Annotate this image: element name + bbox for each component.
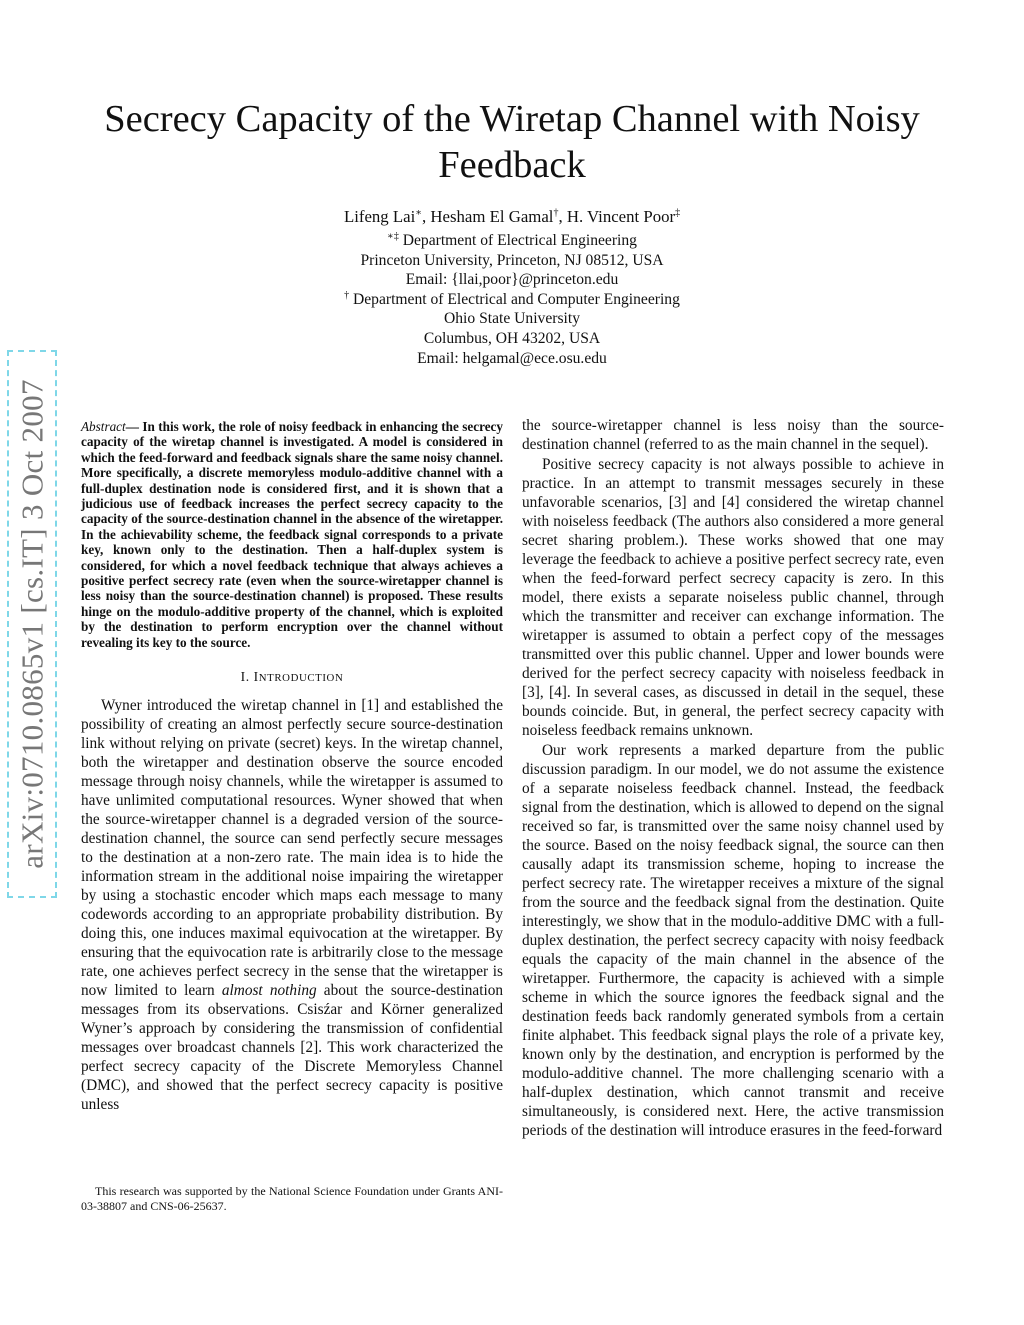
section-heading [81, 668, 503, 687]
body-paragraph-continued: the source-wiretapper channel is less noisy than the source-destination channel (referred to as the main channel in the sequel). [522, 417, 944, 453]
affiliation-line [160, 290, 864, 310]
abstract [81, 419, 503, 650]
right-column [522, 416, 944, 1140]
author-name: Lifeng Lai [343, 207, 416, 226]
body-paragraph: Positive secrecy capacity is not always possible to achieve in practice. In an attempt to transmit messages securely in these unfavorable scenarios, [3] and [4] considered the wiretap channel with noiseless feedback (The authors also considered a more general secret sharing problem.). These works showed that one may leverage the feedback to achieve a positive perfect secrecy rate, even when the feed-forward perfect secrecy capacity is zero. In this model, there exists a separate noiseless public channel, through which the transmitter and receiver can exchange information. The wiretapper is assumed to obtain a perfect copy of the messages transmitted over this public channel. Upper and lower bounds were derived for the perfect secrecy capacity with noiseless feedback in [3], [4]. In several cases, as discussed in detail in the sequel, these bounds coincide. But, in general, the perfect secrecy capacity with noiseless feedback remains unknown. [522, 456, 944, 739]
department-name: Department of Electrical and Computer Engineering [352, 290, 680, 308]
affiliation-mark: ∗ [415, 207, 423, 219]
left-column [81, 419, 503, 1114]
body-paragraph [81, 696, 503, 1114]
affiliation-email: Email: {llai,poor}@princeton.edu [405, 271, 619, 289]
affiliation-mark: † [344, 289, 350, 301]
arxiv-identifier: arXiv:0710.0865v1 [cs.IT] 3 Oct 2007 [14, 379, 50, 869]
section-title-initial: I [253, 669, 259, 685]
body-paragraph: Our work represents a marked departure from the public discussion paradigm. In our model, we do not assume the existence of a separate noiseless feedback channel. Instead, the feedback signal from the destination, which is allowed to depend on the signal received so far, is transmitted over the same noisy channel used by the source. Based on the noisy feedback signal, the source can then causally adapt its transmission scheme, hoping to increase the perfect secrecy rate. The wiretapper receives a mixture of the signal from the source and the feedback signal from the destination. Quite interestingly, we show that in the modulo-additive DMC with a full-duplex destination, the perfect secrecy capacity with noisy feedback equals the capacity of the main channel in the absence of the wiretapper. Furthermore, the capacity is achieved with a simple scheme in which the source ignores the feedback signal and the destination feeds back randomly generated symbols from a certain finite alphabet. This feedback signal plays the role of a private key, known only by the destination, and encryption is performed by the modulo-additive channel. The more challenging scenario with a half-duplex destination, which cannot transmit and receive simultaneously, is considered next. Here, the active transmission periods of the destination will introduce erasures in the feed-forward [522, 742, 944, 1139]
paragraph-text: about the source-destination messages from its observations. Csisźar and Körner generalized Wyner’s approach by considering the transmission of confidential messages over broadcast channels [2]. This work characterized the perfect secrecy capacity of the Discrete Memoryless Channel (DMC), and showed that the perfect secrecy capacity is positive unless [81, 982, 503, 1114]
author-name: H. Vincent Poor [566, 207, 676, 226]
department-name: Department of Electrical Engineering [402, 232, 637, 249]
abstract-text: In this work, the role of noisy feedback in enhancing the secrecy capacity of the wiretap channel is investigated. A model is considered in which the feed-forward and feedback signals share the same noisy channel. More specifically, a discrete memoryless modulo-additive channel with a full-duplex destination node is considered first, and it is shown that a judicious use of feedback increases the perfect secrecy capacity to the capacity of the source-destination channel in the absence of the wiretapper. In the achievability scheme, the feedback signal corresponds to a private key, known only to the destination. Then a half-duplex system is considered, for which a novel feedback technique that always achieves a positive perfect secrecy rate (even when the source-wiretapper channel is less noisy than the source-destination channel) is proposed. These results hinge on the modulo-additive property of the channel, which is exploited by the destination to perform encryption over the channel without revealing its key to the source. [81, 419, 503, 650]
affiliation-mark: ‡ [675, 207, 681, 219]
abstract-label: Abstract [81, 419, 126, 434]
section-number: I. [240, 669, 254, 685]
arxiv-stamp [7, 350, 57, 898]
funding-footnote: This research was supported by the National Science Foundation under Grants ANI-03-38807 and CNS-06-25637. [81, 1184, 503, 1213]
affiliation-university: Ohio State University [444, 310, 580, 328]
affiliation-email: Email: helgamal@ece.osu.edu [417, 349, 607, 367]
section-title-rest: NTRODUCTION [258, 672, 344, 685]
paragraph-text: Wyner introduced the wiretap channel in [1] and established the possibility of creating an almost perfectly secure source-destination link without relying on private (secret) keys. In the wiretap channel, both the wiretapper and destination observe the source encoded message through noisy channels, while the wiretapper is assumed to have unlimited computational resources. Wyner showed that when the source-wiretapper channel is a degraded version of the source-destination channel, the source can send perfectly secure messages to the destination at a non-zero rate. The main idea is to hide the information stream in the additional noise impairing the wiretapper by using a stochastic encoder which maps each message to many codewords according to an appropriate probability distribution. By doing this, one induces maximal equivocation at the wiretapper. By ensuring that the equivocation rate is arbitrarily close to the message rate, one achieves perfect secrecy in the sense that the wiretapper is now limited to learn [81, 697, 503, 1000]
author-name: Hesham El Gamal [430, 207, 554, 226]
paper-title: Secrecy Capacity of the Wiretap Channel with Noisy Feedback [104, 98, 920, 186]
affiliation-address: Columbus, OH 43202, USA [423, 329, 601, 347]
affiliation-address: Princeton University, Princeton, NJ 08512, USA [360, 251, 664, 269]
affiliation-line [160, 231, 864, 251]
author-separator: , [558, 207, 567, 226]
affiliations [160, 231, 864, 368]
author-list [160, 207, 864, 227]
emphasis-text: almost nothing [221, 982, 317, 1000]
abstract-separator: — [125, 419, 143, 434]
affiliation-mark: † [553, 207, 559, 219]
affiliation-mark: ∗‡ [387, 230, 399, 242]
author-separator: , [422, 207, 431, 226]
